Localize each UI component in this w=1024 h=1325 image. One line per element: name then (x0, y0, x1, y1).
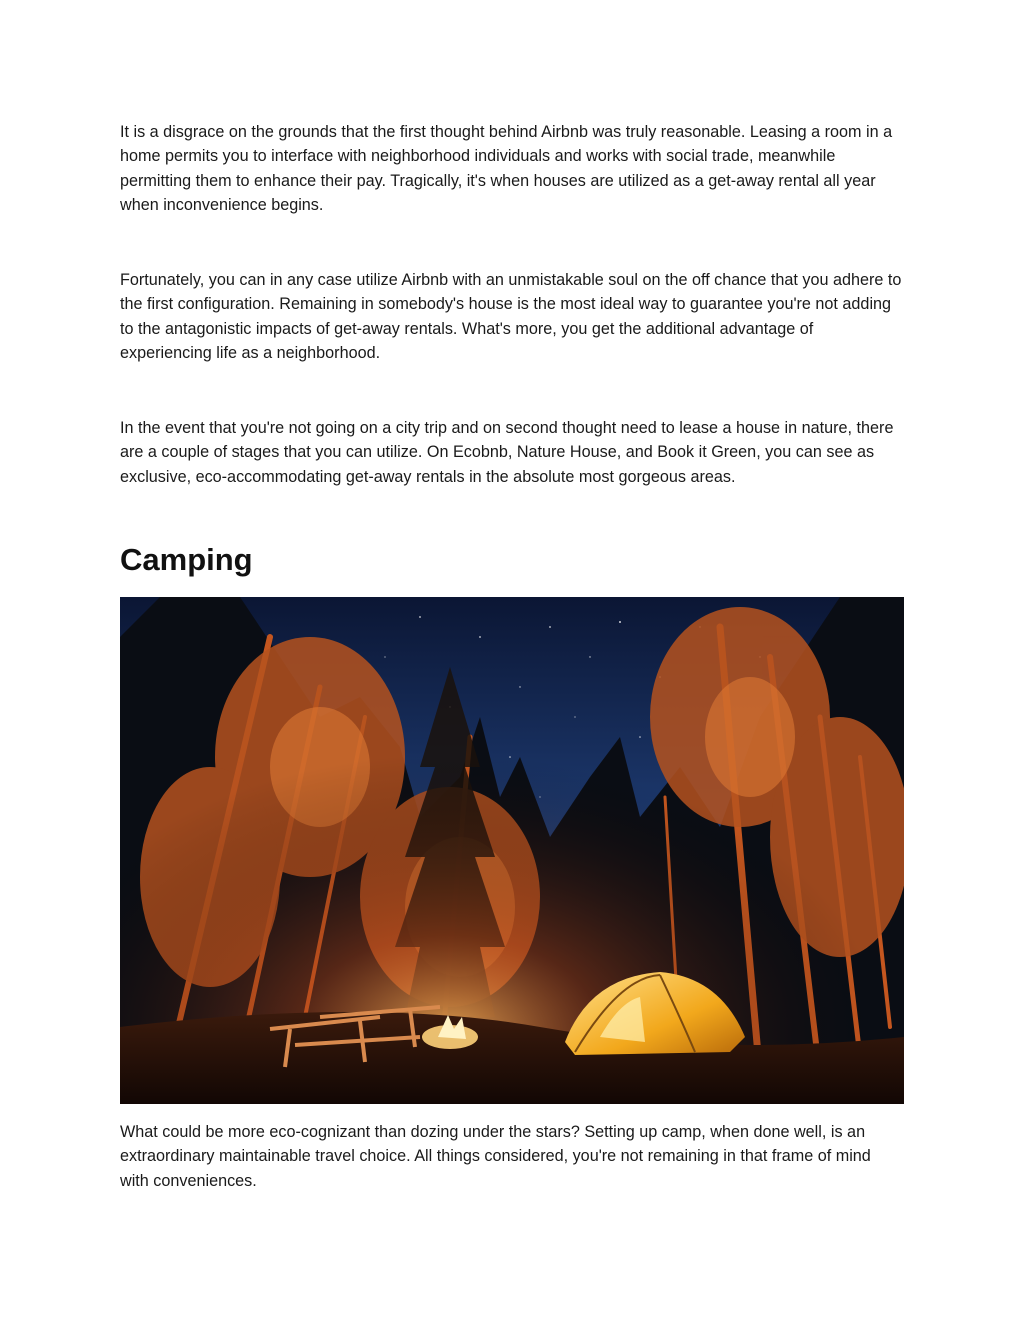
paragraph-airbnb-original: Fortunately, you can in any case utilize Airbnb with an unmistakable soul on the off chance that you adhere to the first configuration. Remaining in somebody's house is the most ideal way to guarantee you're not adding to the antagonistic impacts of get-away rentals. What's more, you get the additional advantage of experiencing life as a neighborhood. (120, 271, 902, 363)
section-heading-camping: Camping (120, 542, 253, 577)
paragraph-camping: What could be more eco-cognizant than dozing under the stars? Setting up camp, when done well, is an extraordinary maintainable travel choice. All things considered, you're not remaining in that frame of mind with conveniences. (120, 1123, 871, 1190)
paragraph-airbnb-intro: It is a disgrace on the grounds that the first thought behind Airbnb was truly reasonable. Leasing a room in a home permits you to interface with neighborhood individuals and works with social trade, meanwhile permitting them to enhance their pay. Tragically, it's when houses are utilized as a get-away rental all year when inconvenience begins. (120, 123, 893, 215)
paragraph-nature-rentals: In the event that you're not going on a city trip and on second thought need to lease a house in nature, there are a couple of stages that you can utilize. On Ecobnb, Nature House, and Book it Green, you can see as exclusive, eco-accommodating get-away rentals in the absolute most gorgeous areas. (120, 419, 894, 486)
camping-photo (120, 597, 904, 1104)
